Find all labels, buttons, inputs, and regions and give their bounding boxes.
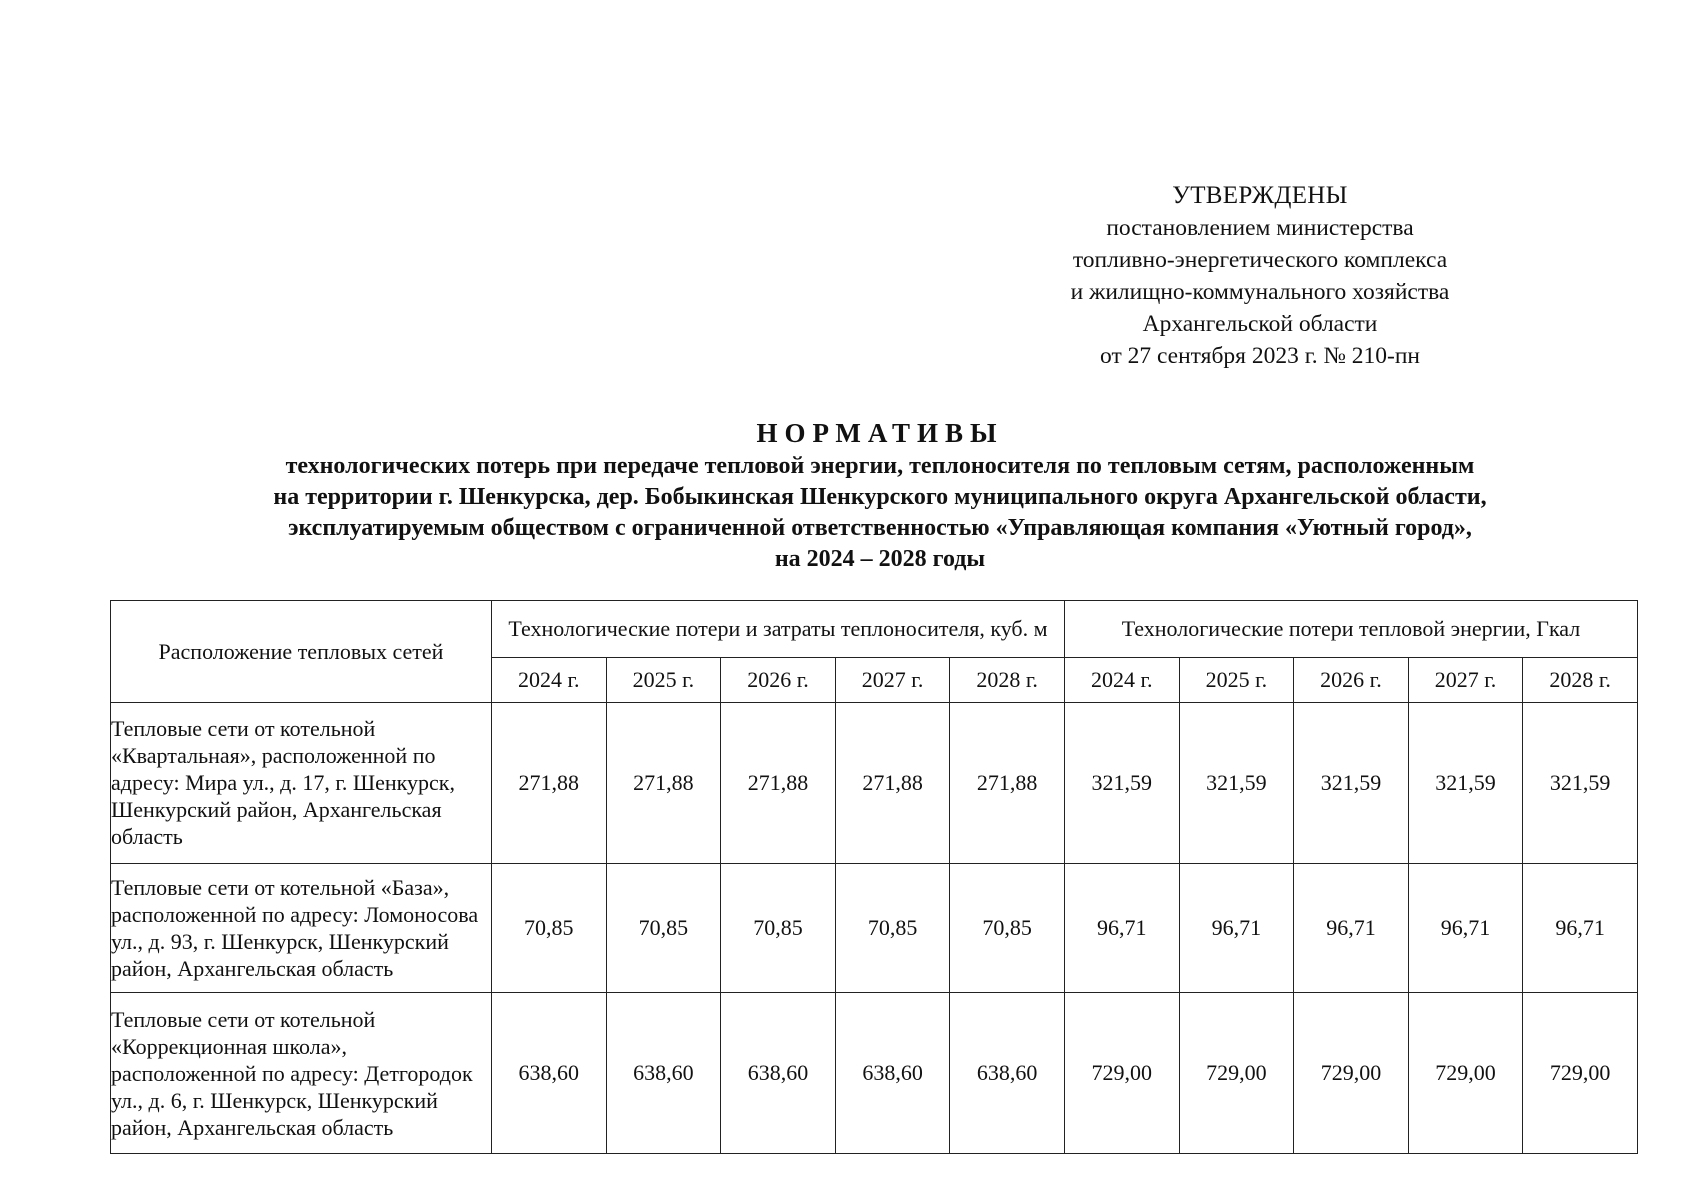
- coolant-value-cell: 638,60: [492, 993, 607, 1154]
- coolant-value-cell: 70,85: [606, 863, 721, 992]
- heat-value-cell: 321,59: [1064, 703, 1179, 864]
- year-header: 2025 г.: [1179, 658, 1294, 703]
- heat-value-cell: 729,00: [1294, 993, 1409, 1154]
- year-header: 2027 г.: [1408, 658, 1523, 703]
- document-heading: [100, 418, 1660, 575]
- heat-value-cell: 96,71: [1523, 863, 1638, 992]
- approval-title: УТВЕРЖДЕНЫ: [1172, 182, 1348, 209]
- location-cell: Тепловые сети от котельной «База», расположенной по адресу: Ломоносова ул., д. 93, г. Шенкурск, Шенкурский район, Архангельская область: [111, 863, 492, 992]
- coolant-value-cell: 271,88: [950, 703, 1065, 864]
- heading-line: на территории г. Шенкурска, дер. Бобыкинская Шенкурского муниципального округа Архангельской области,: [273, 484, 1487, 510]
- heading-line: технологических потерь при передаче тепловой энергии, теплоносителя по тепловым сетям, расположенным: [285, 453, 1475, 479]
- heat-value-cell: 321,59: [1294, 703, 1409, 864]
- coolant-value-cell: 271,88: [492, 703, 607, 864]
- coolant-value-cell: 70,85: [950, 863, 1065, 992]
- coolant-value-cell: 271,88: [606, 703, 721, 864]
- heat-group-header: Технологические потери тепловой энергии, Гкал: [1064, 601, 1637, 658]
- location-header: Расположение тепловых сетей: [111, 601, 492, 703]
- location-cell: Тепловые сети от котельной «Коррекционная школа», расположенной по адресу: Детгородок ул., д. 6, г. Шенкурск, Шенкурский район, Архангельская область: [111, 993, 492, 1154]
- coolant-value-cell: 638,60: [606, 993, 721, 1154]
- heat-value-cell: 321,59: [1179, 703, 1294, 864]
- year-header: 2024 г.: [492, 658, 607, 703]
- heat-value-cell: 96,71: [1064, 863, 1179, 992]
- heat-value-cell: 729,00: [1523, 993, 1638, 1154]
- heat-value-cell: 729,00: [1408, 993, 1523, 1154]
- table-row: [111, 703, 1638, 864]
- heading-line: на 2024 – 2028 годы: [774, 546, 986, 572]
- coolant-value-cell: 271,88: [835, 703, 950, 864]
- table-row: [111, 863, 1638, 992]
- approval-date-line: от 27 сентября 2023 г. № 210-пн: [1100, 343, 1420, 369]
- approval-line: постановлением министерства: [1106, 215, 1414, 241]
- approval-line: топливно-энергетического комплекса: [1072, 247, 1448, 273]
- heading-line: эксплуатируемым обществом с ограниченной ответственностью «Управляющая компания «Уютный город»,: [288, 515, 1472, 541]
- heat-value-cell: 729,00: [1179, 993, 1294, 1154]
- coolant-value-cell: 70,85: [721, 863, 836, 992]
- heat-value-cell: 96,71: [1179, 863, 1294, 992]
- year-header: 2026 г.: [1294, 658, 1409, 703]
- coolant-group-header: Технологические потери и затраты теплоносителя, куб. м: [492, 601, 1065, 658]
- document-title: НОРМАТИВЫ: [756, 418, 1004, 448]
- table-row: [111, 993, 1638, 1154]
- year-header: 2024 г.: [1064, 658, 1179, 703]
- coolant-value-cell: 638,60: [721, 993, 836, 1154]
- year-header: 2027 г.: [835, 658, 950, 703]
- norms-table: [110, 600, 1638, 1154]
- year-header: 2028 г.: [1523, 658, 1638, 703]
- heat-value-cell: 96,71: [1408, 863, 1523, 992]
- heat-value-cell: 729,00: [1064, 993, 1179, 1154]
- approval-line: Архангельской области: [1142, 311, 1378, 337]
- heat-value-cell: 96,71: [1294, 863, 1409, 992]
- table-header-row: [111, 601, 1638, 658]
- coolant-value-cell: 638,60: [835, 993, 950, 1154]
- coolant-value-cell: 271,88: [721, 703, 836, 864]
- year-header: 2025 г.: [606, 658, 721, 703]
- year-header: 2028 г.: [950, 658, 1065, 703]
- location-cell: Тепловые сети от котельной «Квартальная», расположенной по адресу: Мира ул., д. 17, г. Шенкурск, Шенкурский район, Архангельская область: [111, 703, 492, 864]
- heat-value-cell: 321,59: [1408, 703, 1523, 864]
- heat-value-cell: 321,59: [1523, 703, 1638, 864]
- year-header: 2026 г.: [721, 658, 836, 703]
- coolant-value-cell: 638,60: [950, 993, 1065, 1154]
- approval-block: [1050, 180, 1470, 372]
- approval-line: и жилищно-коммунального хозяйства: [1070, 279, 1450, 305]
- coolant-value-cell: 70,85: [835, 863, 950, 992]
- coolant-value-cell: 70,85: [492, 863, 607, 992]
